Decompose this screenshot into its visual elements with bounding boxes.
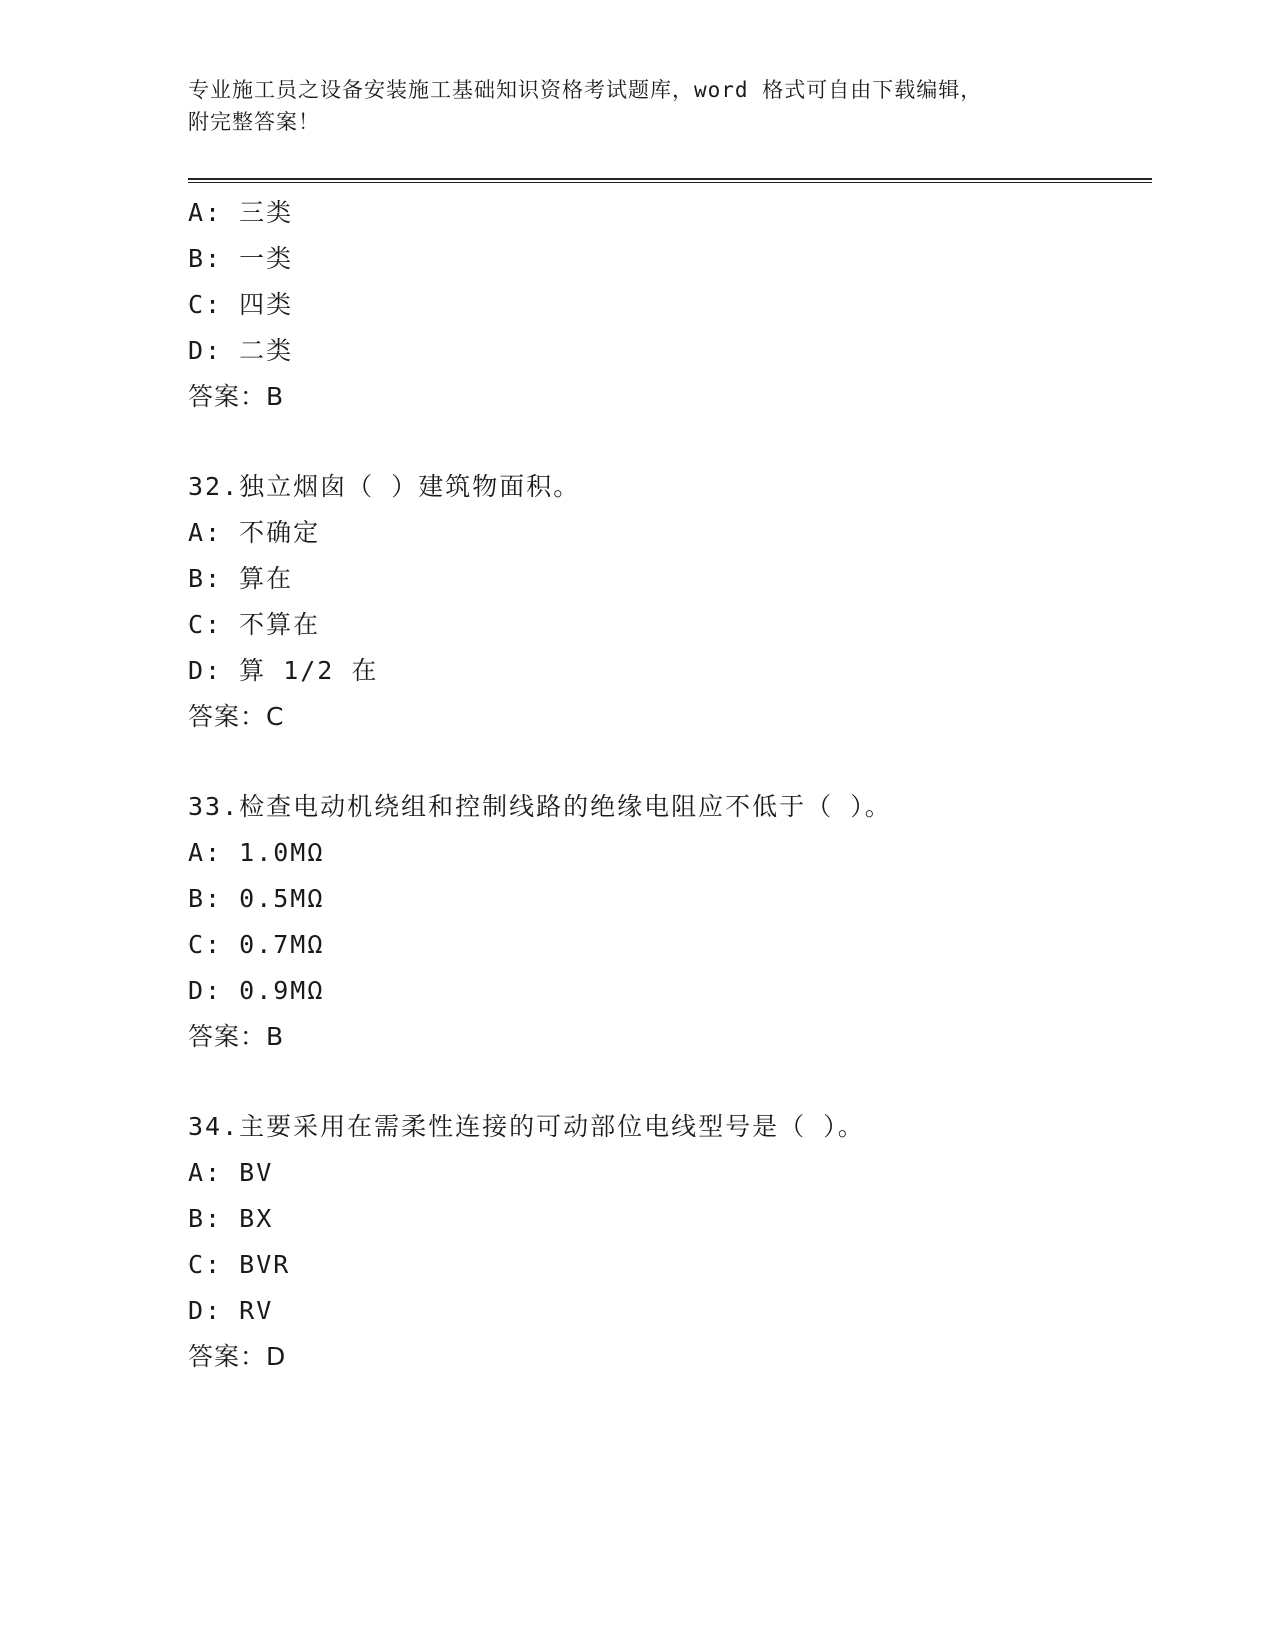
document-header <box>188 74 1088 138</box>
question-34 <box>188 1104 1148 1380</box>
option-d: D: RV <box>188 1296 274 1325</box>
question-32 <box>188 464 1148 740</box>
option-c: C: 0.7MΩ <box>188 930 325 959</box>
question-33 <box>188 784 1148 1060</box>
answer: 答案：B <box>188 1022 285 1051</box>
option-a: A: 1.0MΩ <box>188 838 325 867</box>
option-c: C: 不算在 <box>188 610 321 639</box>
option-d: D: 算 1/2 在 <box>188 656 379 685</box>
option-d: D: 0.9MΩ <box>188 976 325 1005</box>
header-divider <box>188 178 1152 183</box>
option-b: B: 算在 <box>188 564 294 593</box>
answer: 答案：D <box>188 1342 287 1371</box>
option-b: B: BX <box>188 1204 274 1233</box>
option-b: B: 0.5MΩ <box>188 884 325 913</box>
option-c: C: 四类 <box>188 290 294 319</box>
question-list <box>188 190 1148 1380</box>
option-a: A: 不确定 <box>188 518 321 547</box>
option-a: A: 三类 <box>188 198 294 227</box>
answer: 答案：B <box>188 382 285 411</box>
header-line-2: 附完整答案！ <box>188 110 320 134</box>
option-a: A: BV <box>188 1158 274 1187</box>
option-b: B: 一类 <box>188 244 294 273</box>
option-d: D: 二类 <box>188 336 294 365</box>
question-stem: 34.主要采用在需柔性连接的可动部位电线型号是（ ）。 <box>188 1112 865 1141</box>
question-stem: 33.检查电动机绕组和控制线路的绝缘电阻应不低于（ ）。 <box>188 792 892 821</box>
question-stem: 32.独立烟囱（ ）建筑物面积。 <box>188 472 581 501</box>
question-partial <box>188 190 1148 420</box>
header-line-1: 专业施工员之设备安装施工基础知识资格考试题库，word 格式可自由下载编辑， <box>188 78 983 102</box>
option-c: C: BVR <box>188 1250 291 1279</box>
answer: 答案：C <box>188 702 285 731</box>
